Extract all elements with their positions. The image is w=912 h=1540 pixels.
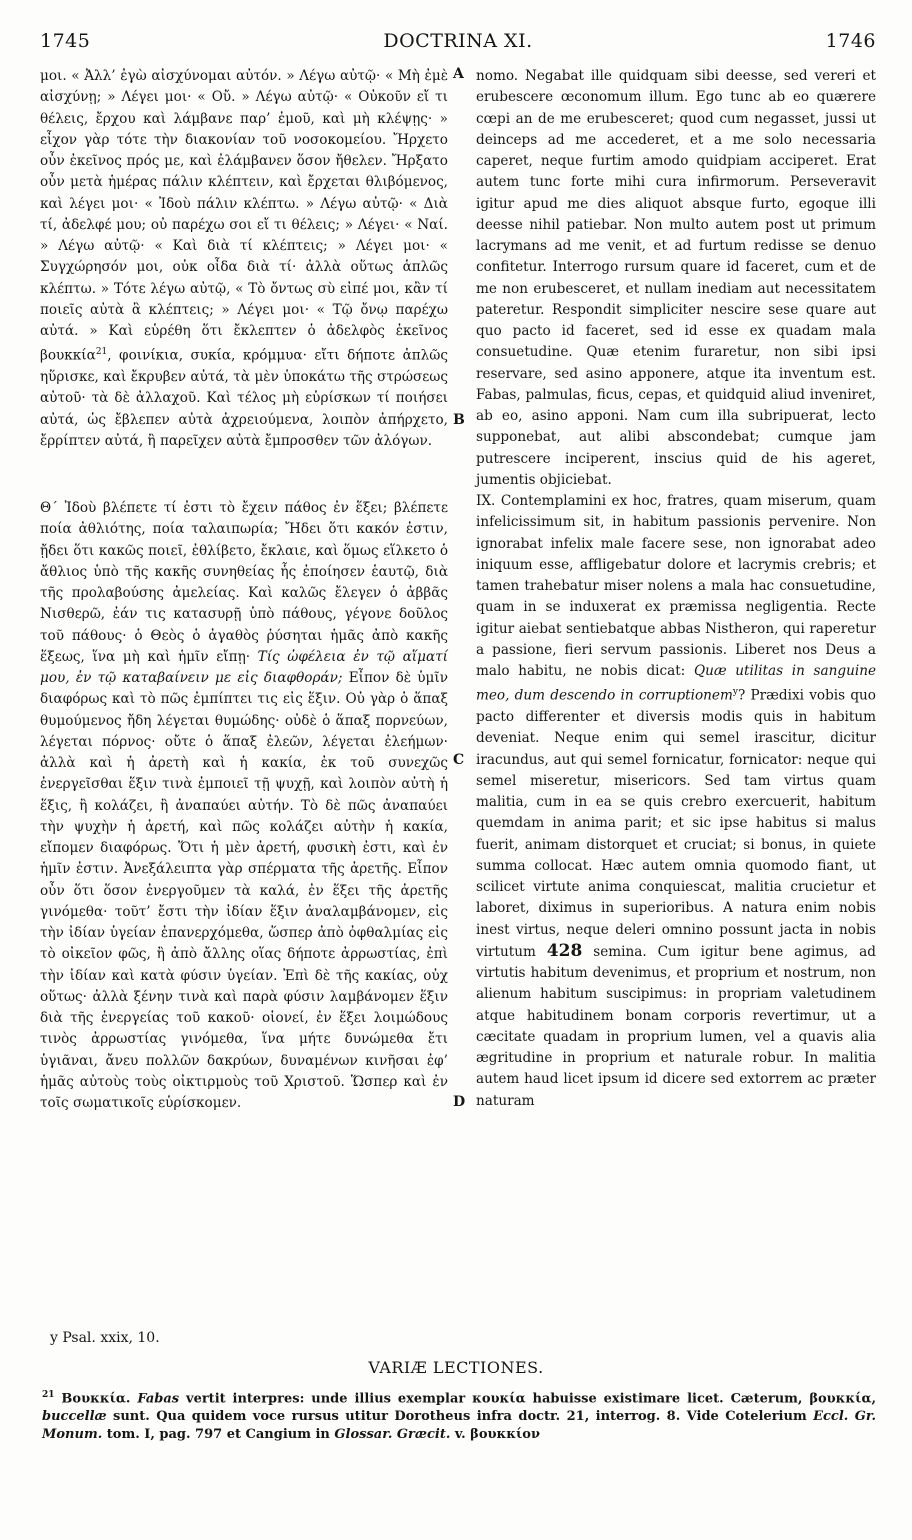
bible-footnote: y Psal. xxix, 10. <box>50 1330 160 1346</box>
margin-marker-a: A <box>453 66 464 82</box>
variant-note: $^{21}$ Βουκκία. Fabas vertit interpres: unde illius exemplar κουκία habuisse existimare licet. Cæterum, βουκκία, buccellæ sunt. Qua quidem voce rursus utitur Dorotheus infra doctr. 21, interrog. 8. Vide Cotelerium Eccl. Gr. Monum. tom. I, pag. 797 et Cangium in Glossar. Græcit. v. βουκκίον <box>42 1390 876 1443</box>
page-number-left: 1745 <box>40 30 91 52</box>
latin-psalm-quote: Quæ utilitas in sanguine meo, dum descendo in corruptionem <box>476 663 876 704</box>
column-number: 428 <box>546 940 583 961</box>
latin-paragraph-1: nomo. Negabat ille quidquam sibi deesse, sed vereri et erubescere œconomum illum. Ego tunc ab eo quærere cœpi an de me erubesceret; quod cum negasset, jussi ut deinceps ad me accederet, et a me solo necessaria caperet, neque furtim amodo quidpiam acciperet. Erat autem tunc forte mihi cura infirmorum. Perseveravit igitur apud me dies aliquot absque furto, egoque illi deesse nihil patiebar. Non multo autem post ut primum lacrymans ad me venit, et ad furtum redisse se denuo confitetur. Interrogo rursum quare id faceret, cum et de me non erubesceret, et nullam inediam aut necessitatem pateretur. Respondit simpliciter nescire sese quare aut quo pacto id faceret, sed id esse ex quadam mala consuetudine. Quæ etenim furaretur, non sibi ipsi reservare, sed asino apponere, atque ita inventum est. Fabas, palmulas, ficus, cepas, et quidquid aliud inveniret, ab eo, asino apponi. Nam cum illa subripuerat, lecto supponebat, aut alibi abscondebat; cumque jam putrescere inciperent, inscius quid de his ageret, jumentis objiciebat. <box>476 68 876 488</box>
margin-marker-c: C <box>453 752 465 768</box>
variant-ref-21: 21 <box>95 347 108 358</box>
running-title: DOCTRINA XI. <box>383 30 533 52</box>
footnote-ref-y: y <box>732 687 738 698</box>
page-header <box>40 30 876 56</box>
variae-lectiones-title: VARIÆ LECTIONES. <box>368 1358 544 1377</box>
greek-column <box>40 66 448 1114</box>
latin-column <box>476 66 876 1112</box>
margin-marker-b: B <box>453 412 465 428</box>
latin-paragraph-2: IX. Contemplamini ex hoc, fratres, quam miserum, quam infelicissimum sit, in habitum passionis pervenire. Non ignorabat infelix male facere sese, non ignorabat adeo iniquum esse, affligebatur dolore et lacrymis crebris; et tamen trahebatur miser nolens a mala hac consuetudine, quam in se induxerat ex præmissa negligentia. Recte igitur aiebat sentiebatque abbas Nistheron, qui raperetur a passione, fieri servum passionis. Liberet nos Deus a malo habitu, ne nobis dicat: Quæ utilitas in sanguine meo, dum descendo in corruptionem$^y$? Prædixi vobis quo pacto differenter et diversis modis quis in habitum deveniat. Neque enim qui semel irascitur, dicitur iracundus, aut qui semel fornicatur, fornicator: neque qui semel miseretur, misericors. Sed tam virtus quam malitia, cum in ea se quis crebro exercuerit, habitum quemdam in anima parit; et sic ipse habitus si malus fuerit, animam distorquet et cruciat; si bonus, in quiete summa collocat. Hæc autem omnia quomodo fiant, ut scilicet virtute anima conquiescat, malitia crucietur et laboret, diximus in superioribus. A natura enim nobis inest virtus, neque deleri omnino possunt jacta in nobis virtutum 428 semina. Cum igitur bene agimus, ad virtutis habitum devenimus, et proprium et nostrum, non alienum habitum suscipimus: in propriam valetudinem atque habitudinem bonam corporis revertimur, ut a cæcitate quadam in proprium lumen, vel a quavis alia ægritudine in proprium et naturale robur. In malitia autem haud licet ipsum id dicere sed extorrem ac præter naturam <box>476 493 876 1109</box>
page-number-right: 1746 <box>825 30 876 52</box>
greek-paragraph-1: μοι. « Ἀλλ’ ἐγὼ αἰσχύνομαι αὐτόν. » Λέγω αὐτῷ· « Μὴ ἐμὲ αἰσχύνῃ; » Λέγει μοι· « Οὔ. » Λέγω αὐτῷ· « Οὐκοῦν εἴ τι θέλεις, ἔρχου καὶ λάμβανε παρ’ ἐμοῦ, καὶ μὴ κλέψῃς· » εἶχον γὰρ τότε τὴν διακονίαν τοῦ νοσοκομείου. Ἤρχετο οὖν ἐκεῖνος πρός με, καὶ ἐλάμβανεν ὅσον ἤθελεν. Ἤρξατο οὖν μετὰ ἡμέρας πάλιν κλέπτειν, καὶ ἔρχεται θλιβόμενος, καὶ λέγει μοι· « Ἰδοὺ πάλιν κλέπτω. » Λέγω αὐτῷ· « Διὰ τί, ἀδελφέ μου; οὐ παρέχω σοι εἴ τι θέλεις; » Λέγει· « Ναί. » Λέγω αὐτῷ· « Καὶ διὰ τί κλέπτεις; » Λέγει μοι· « Συγχώρησόν μοι, οὐκ οἶδα διὰ τί· ἀλλὰ οὕτως ἁπλῶς κλέπτω. » Τότε λέγω αὐτῷ, « Τὸ ὄντως σὺ εἰπέ μοι, κἂν τί ποιεῖς αὐτὰ ἃ κλέπτεις; » Λέγει μοι· « Τῷ ὄνῳ παρέχω αὐτά. » Καὶ εὑρέθη ὅτι ἔκλεπτεν ὁ ἀδελφὸς ἐκεῖνος βουκκία$^{21}$, φοινίκια, συκία, κρόμμυα· εἴτι δήποτε ἁπλῶς ηὕρισκε, καὶ ἔκρυβεν αὐτά, τὰ μὲν ὑποκάτω τῆς στρώσεως αὐτοῦ· τὰ δὲ ἀλλαχοῦ. Καὶ τέλος μὴ εὑρίσκων τί ποιήσει αὐτά, ὡς ἔβλεπεν αὐτὰ ἀχρειούμενα, λοιπὸν ἀπήρχετο, ἔρρίπτεν αὐτά, ἢ παρεῖχεν αὐτὰ ἔμπροσθεν τῶν ἀλόγων. <box>40 68 448 449</box>
greek-paragraph-2: Θ΄ Ἰδοὺ βλέπετε τί ἐστι τὸ ἔχειν πάθος ἐν ἕξει; βλέπετε ποία ἀθλιότης, ποία ταλαιπωρία; Ἤδει ὅτι κακόν ἐστιν, ᾔδει ὅτι κακῶς ποιεῖ, ἐθλίβετο, ἔκλαιε, καὶ ὅμως εἵλκετο ὁ ἄθλιος ὑπὸ τῆς κακῆς συνηθείας ἧς ἐποίησεν ἑαυτῷ, διὰ τῆς προλαβούσης ἀμελείας. Καὶ καλῶς ἔλεγεν ὁ ἀββᾶς Νισθερῶ, ἐάν τις κατασυρῇ ὑπὸ πάθους, γέγονε δοῦλος τοῦ πάθους· ὁ Θεὸς ὁ ἀγαθὸς ῥύσηται ἡμᾶς ἀπὸ κακῆς ἕξεως, ἵνα μὴ καὶ ἡμῖν εἴπῃ· Τίς ὠφέλεια ἐν τῷ αἵματί μου, ἐν τῷ καταβαίνειν με εἰς διαφθοράν; Εἶπον δὲ ὑμῖν διαφόρως καὶ τὸ πῶς ἐμπίπτει τις εἰς ἕξιν. Οὐ γὰρ ὁ ἅπαξ θυμούμενος ἤδη λέγεται θυμώδης· οὐδὲ ὁ ἅπαξ πορνεύων, λέγεται πόρνος· οὔτε ὁ ἅπαξ ἐλεῶν, λέγεται ἐλεήμων· ἀλλὰ καὶ ἡ ἀρετὴ καὶ ἡ κακία, ἐκ τοῦ συνεχῶς ἐνεργεῖσθαι ἕξιν τινὰ ἐμποιεῖ τῇ ψυχῇ, καὶ λοιπὸν αὐτὴ ἡ ἕξις, ἢ κολάζει, ἢ ἀναπαύει αὐτήν. Τὸ δὲ πῶς ἀναπαύει τὴν ψυχὴν ἡ ἀρετή, καὶ πῶς κολάζει αὐτὴν ἡ κακία, εἴπομεν διαφόρως. Ὅτι ἡ μὲν ἀρετή, φυσικὴ ἐστι, καὶ ἐν ἡμῖν ἐστιν. Ἀνεξάλειπτα γὰρ σπέρματα τῆς ἀρετῆς. Εἶπον οὖν ὅτι ὅσον ἐνεργοῦμεν τὰ καλά, ἐν ἕξει τῆς ἀρετῆς γινόμεθα· τοῦτ’ ἔστι τὴν ἰδίαν ἕξιν ἀναλαμβάνομεν, εἰς τὴν ἰδίαν ὑγείαν ἐπανερχόμεθα, ὥσπερ ἀπὸ ὀφθαλμίας εἰς τὸ οἰκεῖον φῶς, ἢ ἀπὸ ἄλλης οἵας δήποτε ἀρρωστίας, ἐπὶ τὴν ἰδίαν καὶ κατὰ φύσιν ὑγείαν. Ἐπὶ δὲ τῆς κακίας, οὐχ οὕτως· ἀλλὰ ξένην τινὰ καὶ παρὰ φύσιν λαμβάνομεν ἕξιν διὰ τῆς ἐνεργείας τοῦ κακοῦ· οἱονεί, ἐν ἕξει λοιμώδους τινὸς ἀρρωστίας γινόμεθα, ἵνα μήτε δυνώμεθα ἔτι ὑγιᾶναι, ἄνευ πολλῶν δακρύων, δυναμένων κινῆσαι ἐφ’ ἡμᾶς αὐτοὺς τοὺς οἰκτιρμοὺς τοῦ Χριστοῦ. Ὥσπερ καὶ ἐν τοῖς σωματικοῖς εὑρίσκομεν. <box>40 500 448 1112</box>
greek-psalm-quote: Τίς ὠφέλεια ἐν τῷ αἵματί μου, ἐν τῷ καταβαίνειν με εἰς διαφθοράν; <box>40 648 448 687</box>
margin-marker-d: D <box>453 1094 466 1110</box>
